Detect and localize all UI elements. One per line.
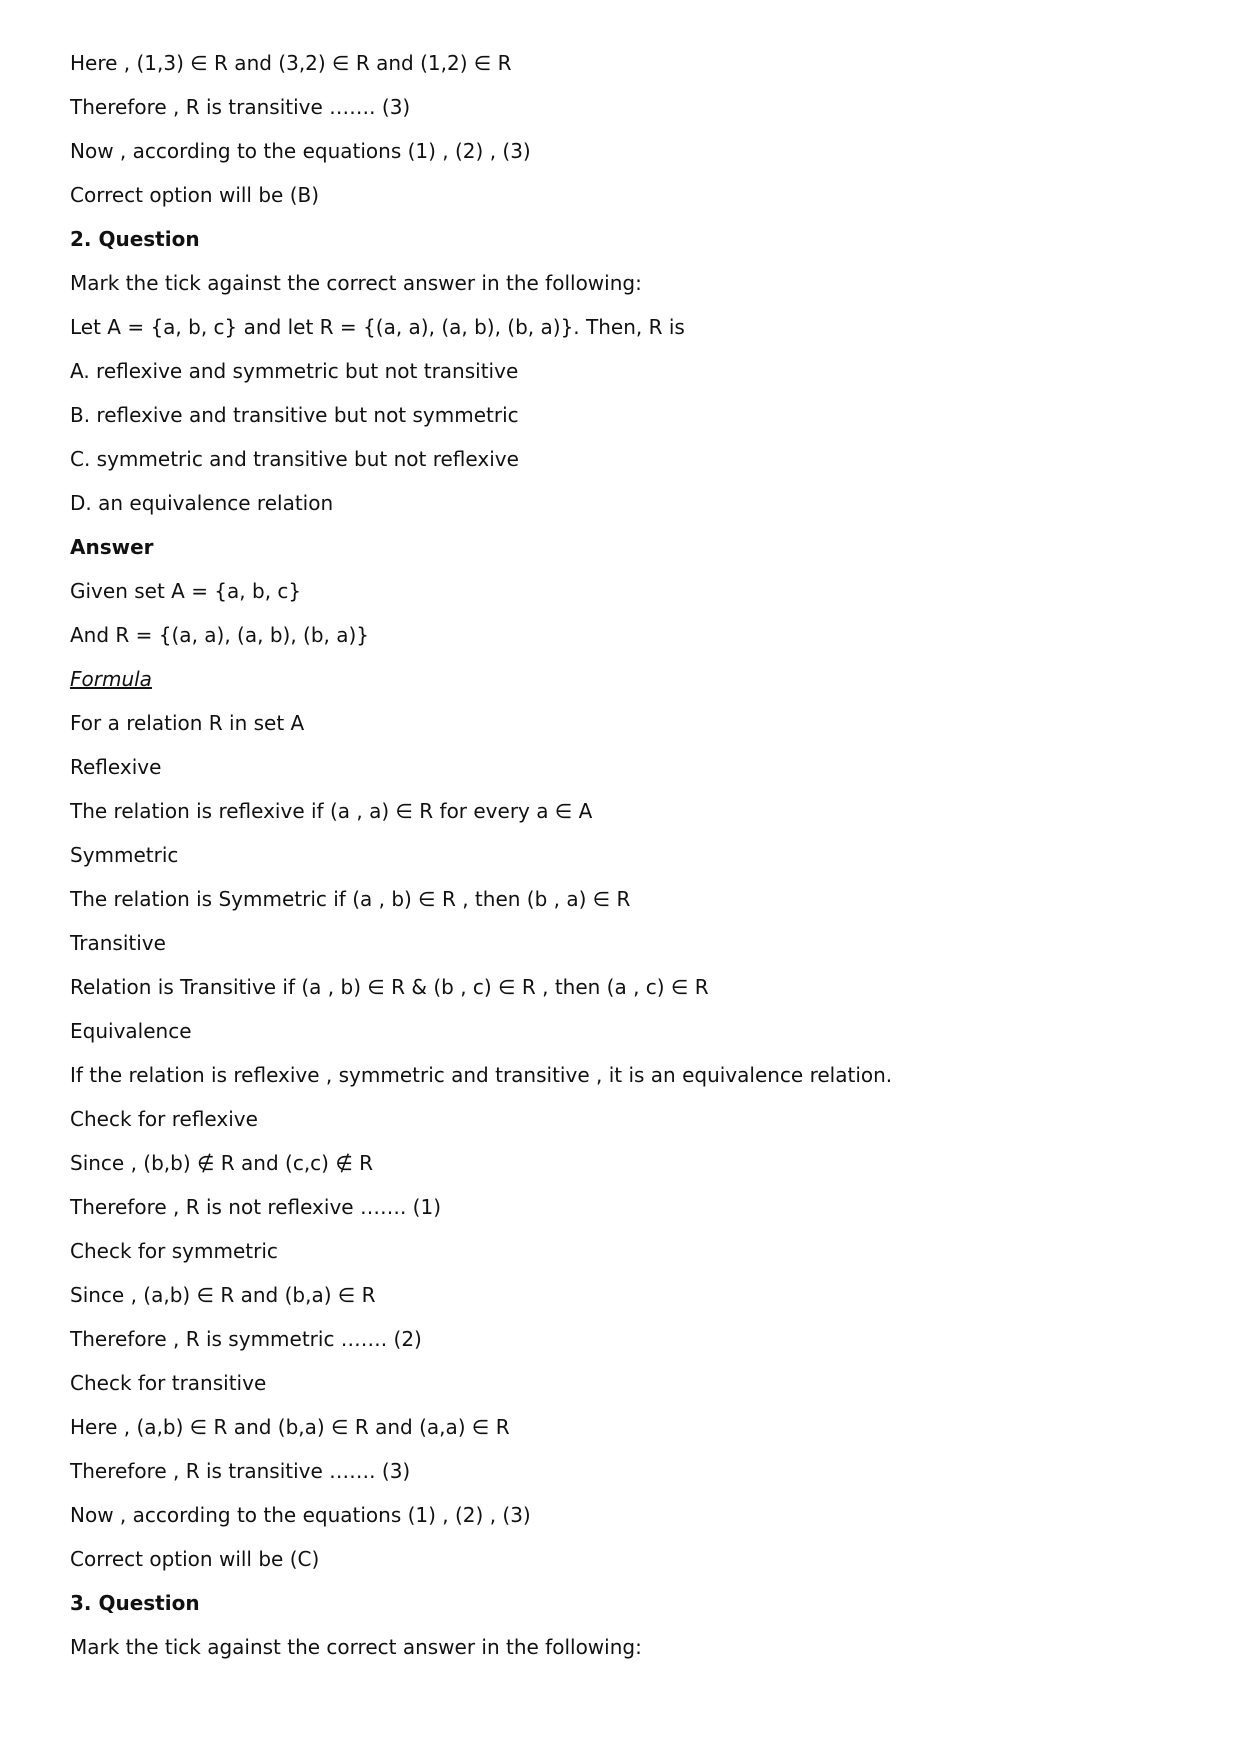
option-d: D. an equivalence relation [70, 491, 334, 515]
text-line: Check for transitive [70, 1371, 267, 1395]
text-line: Equivalence [70, 1019, 192, 1043]
text-line: And R = {(a, a), (a, b), (b, a)} [70, 623, 370, 647]
text-line: For a relation R in set A [70, 711, 305, 735]
text-line: Since , (b,b) ∉ R and (c,c) ∉ R [70, 1151, 374, 1175]
text-line: Correct option will be (C) [70, 1547, 320, 1571]
text-line: Given set A = {a, b, c} [70, 579, 302, 603]
text-line: Therefore , R is symmetric ……. (2) [70, 1327, 422, 1351]
document-page [70, 52, 1170, 1680]
text-line: Correct option will be (B) [70, 183, 320, 207]
formula-heading [70, 668, 1170, 712]
question-heading: 3. Question [70, 1591, 200, 1615]
option-a: A. reflexive and symmetric but not transitive [70, 359, 519, 383]
question-statement: Let A = {a, b, c} and let R = {(a, a), (a, b), (b, a)}. Then, R is [70, 315, 685, 339]
formula-label: Formula [70, 667, 152, 691]
text-line: Now , according to the equations (1) , (2) , (3) [70, 139, 531, 163]
question-instruction: Mark the tick against the correct answer in the following: [70, 271, 642, 295]
text-line: The relation is reflexive if (a , a) ∈ R for every a ∈ A [70, 799, 593, 823]
text-line: Therefore , R is not reflexive ……. (1) [70, 1195, 441, 1219]
question-instruction: Mark the tick against the correct answer in the following: [70, 1635, 642, 1659]
text-line: Check for symmetric [70, 1239, 278, 1263]
text-line: Symmetric [70, 843, 179, 867]
text-line: The relation is Symmetric if (a , b) ∈ R , then (b , a) ∈ R [70, 887, 631, 911]
text-line: Check for reflexive [70, 1107, 258, 1131]
text-line: Since , (a,b) ∈ R and (b,a) ∈ R [70, 1283, 376, 1307]
option-c: C. symmetric and transitive but not reflexive [70, 447, 519, 471]
text-line: Therefore , R is transitive ……. (3) [70, 95, 411, 119]
text-line: Here , (1,3) ∈ R and (3,2) ∈ R and (1,2) ∈ R [70, 51, 512, 75]
answer-heading: Answer [70, 535, 154, 559]
text-line: Relation is Transitive if (a , b) ∈ R & (b , c) ∈ R , then (a , c) ∈ R [70, 975, 709, 999]
option-b: B. reflexive and transitive but not symmetric [70, 403, 519, 427]
question-heading: 2. Question [70, 227, 200, 251]
text-line: Transitive [70, 931, 166, 955]
text-line: If the relation is reflexive , symmetric and transitive , it is an equivalence relation. [70, 1063, 893, 1087]
text-line: Now , according to the equations (1) , (2) , (3) [70, 1503, 531, 1527]
text-line: Reflexive [70, 755, 162, 779]
text-line: Here , (a,b) ∈ R and (b,a) ∈ R and (a,a) ∈ R [70, 1415, 510, 1439]
text-line: Therefore , R is transitive ……. (3) [70, 1459, 411, 1483]
